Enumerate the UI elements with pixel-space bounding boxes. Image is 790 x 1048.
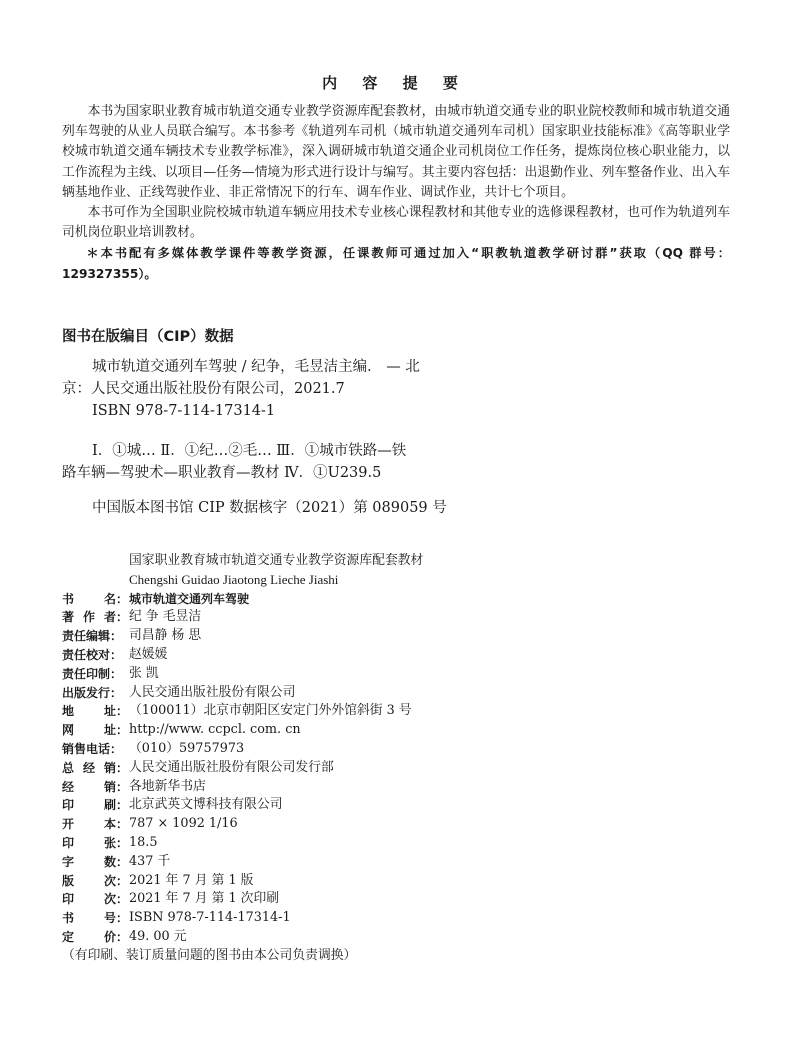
website: http://www. ccpcl. com. cn (129, 722, 301, 738)
info-label: 责任编辑： (62, 629, 123, 644)
edition: 2021 年 7 月 第 1 版 (129, 872, 254, 888)
info-row-price (62, 928, 702, 947)
publication-info (62, 552, 702, 966)
info-label: 出版发行： (62, 685, 123, 700)
info-row-distributor (62, 759, 702, 778)
info-row-website (62, 721, 702, 740)
isbn: ISBN 978-7-114-17314-1 (129, 910, 291, 926)
cip-isbn-line: ISBN 978-7-114-17314-1 (92, 403, 276, 419)
info-label: 字 数： (62, 854, 128, 869)
info-label: 印 次： (62, 892, 128, 907)
info-label: 责任校对： (62, 647, 123, 662)
info-row-proofreader (62, 646, 702, 665)
summary-paragraph-1: 本书为国家职业教育城市轨道交通专业教学资源库配套教材，由城市轨道交通专业的职业院校教师和城市轨道交通列车驾驶的从业人员联合编写。本书参考《轨道列车司机（城市轨道交通列车司机）国家职业技能标准》《高等职业学校城市轨道交通车辆技术专业教学标准》，深入调研城市轨道交通企业司机岗位工作任务，提炼岗位核心职业能力，以工作流程为主线、以项目—任务—情境为形式进行设计与编写。其主要内容包括：出退勤作业、列车整备作业、出入车辆基地作业、正线驾驶作业、非正常情况下的行车、调车作业、调试作业，共计七个项目。 (62, 104, 730, 200)
info-row-edition (62, 872, 702, 891)
info-row-editor (62, 627, 702, 646)
series-name: 国家职业教育城市轨道交通专业教学资源库配套教材 (129, 553, 424, 568)
title-pinyin: Chengshi Guidao Jiaotong Lieche Jiashi (129, 571, 339, 587)
printing-supervisor: 张 凯 (129, 665, 159, 681)
info-label: 印 张： (62, 835, 128, 850)
publisher: 人民交通出版社股份有限公司 (129, 684, 296, 700)
summary-body (62, 102, 730, 284)
book-title: 城市轨道交通列车驾驶 (129, 591, 250, 606)
info-label: 开 本： (62, 817, 128, 832)
address: （100011）北京市朝阳区安定门外外馆斜街 3 号 (129, 703, 412, 719)
info-row-authors (62, 608, 702, 627)
printed-sheets: 18.5 (129, 834, 158, 850)
info-row-format (62, 815, 702, 834)
info-label: 书 号： (62, 911, 128, 926)
info-label: 书 名： (62, 591, 128, 606)
info-label: 印 刷： (62, 798, 128, 813)
info-row-publisher (62, 684, 702, 703)
info-label: 版 次： (62, 873, 128, 888)
info-label: 定 价： (62, 929, 128, 944)
price: 49. 00 元 (129, 928, 187, 944)
info-label: 著 作 者： (62, 610, 128, 625)
quality-footnote: （有印刷、装订质量问题的图书由本公司负责调换） (62, 947, 357, 963)
summary-title: 内 容 提 要 (322, 74, 468, 92)
info-row-sheets (62, 834, 702, 853)
word-count: 437 千 (129, 853, 171, 869)
teaching-resources-note: ＊本书配有多媒体教学课件等教学资源，任课教师可通过加入“职教轨道教学研讨群”获取（QQ 群号：129327355）。 (62, 246, 730, 281)
info-label: 地 址： (62, 704, 128, 719)
info-row-impression (62, 890, 702, 909)
info-row-title (62, 590, 702, 609)
info-label: 网 址： (62, 723, 128, 738)
info-label: 总 经 销： (62, 760, 128, 775)
page-format: 787 × 1092 1/16 (129, 816, 238, 832)
info-row-address (62, 702, 702, 721)
info-label: 责任印制： (62, 666, 123, 681)
responsible-editors: 司昌静 杨 思 (129, 628, 202, 644)
printer: 北京武英文博科技有限公司 (129, 797, 283, 813)
info-label: 经 销： (62, 779, 128, 794)
cip-title-line: 城市轨道交通列车驾驶 / 纪争，毛昱洁主编． — 北 (92, 359, 420, 375)
info-row-retailer (62, 778, 702, 797)
cip-publisher-line: 京：人民交通出版社股份有限公司，2021.7 (62, 381, 345, 397)
summary-paragraph-2: 本书可作为全国职业院校城市轨道车辆应用技术专业核心课程教材和其他专业的选修课程教材，也可作为轨道列车司机岗位职业培训教材。 (62, 205, 730, 241)
retailer: 各地新华书店 (129, 778, 206, 794)
authors: 纪 争 毛昱洁 (129, 609, 202, 625)
sales-phone: （010）59757973 (129, 740, 245, 756)
info-label: 销售电话： (62, 741, 123, 756)
info-row-isbn (62, 909, 702, 928)
general-distributor: 人民交通出版社股份有限公司发行部 (129, 759, 334, 775)
impression: 2021 年 7 月 第 1 次印刷 (129, 891, 280, 907)
info-row-printing-supervisor (62, 665, 702, 684)
cip-record-number: 中国版本图书馆 CIP 数据核字（2021）第 089059 号 (92, 500, 447, 516)
cip-subject-line-2: 路车辆—驾驶术—职业教育—教材 Ⅳ．①U239.5 (62, 465, 382, 481)
cip-subject-line-1: Ⅰ．①城… Ⅱ．①纪…②毛… Ⅲ．①城市铁路—铁 (92, 443, 407, 459)
info-row-printer (62, 796, 702, 815)
cip-heading: 图书在版编目（CIP）数据 (62, 329, 234, 345)
info-row-sales-phone (62, 740, 702, 759)
proofreader: 赵媛媛 (129, 646, 168, 662)
info-row-word-count (62, 853, 702, 872)
cip-record (62, 356, 622, 519)
